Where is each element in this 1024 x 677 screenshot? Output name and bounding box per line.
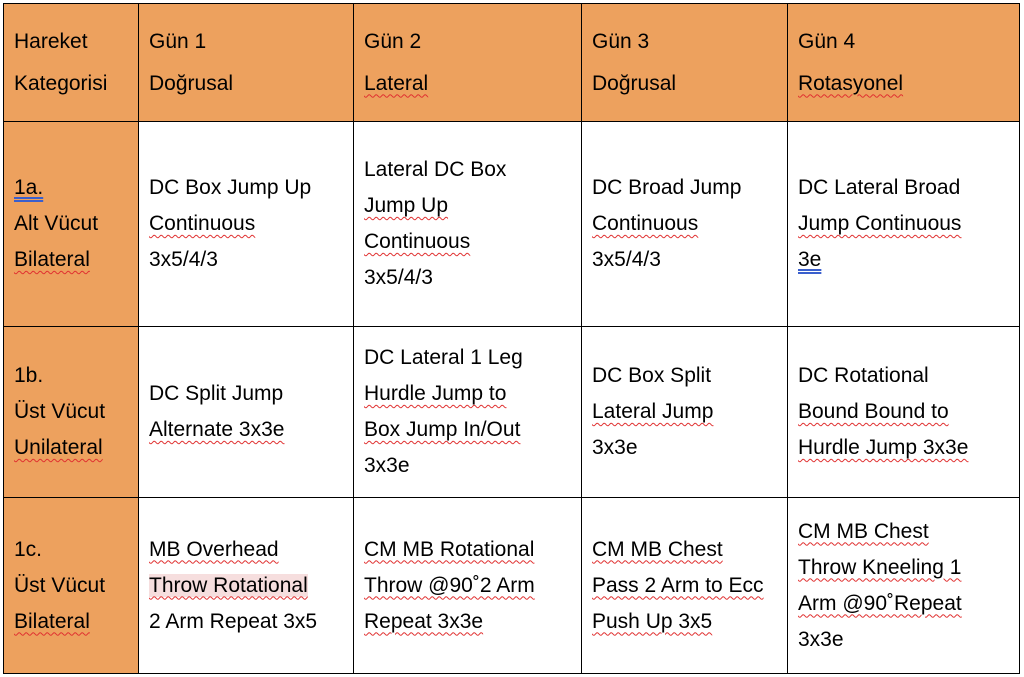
exercise-line: Bound Bound to [798, 400, 949, 423]
exercise-cell [582, 122, 788, 327]
exercise-line: 3x5/4/3 [364, 266, 433, 289]
row-label-line2: Unilateral [14, 436, 103, 459]
header-day-2-type: Lateral [364, 71, 429, 95]
exercise-line: Pass 2 Arm to Ecc [592, 573, 764, 597]
exercise-line: 2 Arm Repeat 3x5 [149, 609, 318, 633]
header-day-4-type: Rotasyonel [798, 71, 904, 95]
exercise-line: CM MB Rotational [364, 537, 535, 561]
exercise-cell [788, 122, 1020, 327]
exercise-line: CM MB Chest [798, 519, 929, 543]
row-label-line1: Alt Vücut [14, 212, 99, 235]
table-row [4, 498, 1020, 674]
exercise-cell [582, 498, 788, 674]
exercise-line: Push Up 3x5 [592, 609, 713, 633]
header-category-line2: Kategorisi [14, 71, 108, 95]
exercise-cell [582, 327, 788, 498]
exercise-line: Throw Rotational [149, 573, 308, 597]
header-day-3-type: Doğrusal [592, 71, 677, 95]
header-day-3-label: Gün 3 [592, 29, 650, 53]
exercise-line: DC Broad Jump [592, 176, 742, 199]
exercise-line: Box Jump In/Out [364, 418, 521, 441]
exercise-cell [788, 327, 1020, 498]
exercise-line: MB Overhead [149, 537, 279, 561]
row-label-line1: Üst Vücut [14, 573, 106, 597]
row-code: 1b. [14, 364, 44, 387]
header-day-3 [582, 4, 788, 122]
exercise-cell [354, 122, 582, 327]
table-row [4, 327, 1020, 498]
row-category [4, 122, 139, 327]
header-day-2-label: Gün 2 [364, 29, 422, 53]
exercise-line: DC Split Jump [149, 382, 284, 405]
exercise-line: 3x5/4/3 [592, 248, 661, 271]
exercise-line: Continuous [149, 212, 256, 235]
workout-table [3, 3, 1020, 674]
exercise-line: DC Lateral Broad [798, 176, 961, 199]
exercise-line: 3x3e [798, 627, 844, 651]
exercise-line: DC Rotational [798, 364, 929, 387]
header-day-1 [139, 4, 354, 122]
header-day-2 [354, 4, 582, 122]
row-code: 1a. [14, 176, 44, 199]
exercise-line: 3e [798, 248, 822, 271]
row-label-line2: Bilateral [14, 609, 90, 633]
exercise-line: Arm @90˚Repeat [798, 591, 962, 615]
header-row [4, 4, 1020, 122]
exercise-line: Throw Kneeling 1 [798, 555, 962, 579]
exercise-line: Repeat 3x3e [364, 609, 484, 633]
exercise-cell [139, 498, 354, 674]
exercise-line: Hurdle Jump 3x3e [798, 436, 969, 459]
exercise-cell [139, 122, 354, 327]
header-day-4-label: Gün 4 [798, 29, 856, 53]
exercise-line: Jump Up [364, 194, 449, 217]
exercise-cell [139, 327, 354, 498]
row-label-line2: Bilateral [14, 248, 90, 271]
header-day-1-label: Gün 1 [149, 29, 207, 53]
header-day-4 [788, 4, 1020, 122]
exercise-line: Jump Continuous [798, 212, 962, 235]
exercise-line: DC Box Split [592, 364, 712, 387]
header-category-line1: Hareket [14, 29, 88, 53]
exercise-line: Alternate 3x3e [149, 418, 285, 441]
exercise-line: Throw @90˚2 Arm [364, 573, 535, 597]
exercise-cell [788, 498, 1020, 674]
exercise-line: Lateral Jump [592, 400, 714, 423]
exercise-cell [354, 498, 582, 674]
row-category [4, 498, 139, 674]
exercise-line: CM MB Chest [592, 537, 723, 561]
header-category [4, 4, 139, 122]
header-day-1-type: Doğrusal [149, 71, 234, 95]
exercise-cell [354, 327, 582, 498]
row-label-line1: Üst Vücut [14, 400, 106, 423]
exercise-line: 3x3e [592, 436, 638, 459]
exercise-line: Lateral DC Box [364, 158, 507, 181]
exercise-line: Hurdle Jump to [364, 382, 507, 405]
row-category [4, 327, 139, 498]
exercise-line: Continuous [364, 230, 471, 253]
exercise-line: 3x3e [364, 454, 410, 477]
row-code: 1c. [14, 537, 43, 561]
exercise-line: 3x5/4/3 [149, 248, 218, 271]
exercise-line: DC Lateral 1 Leg [364, 346, 523, 369]
table-row [4, 122, 1020, 327]
exercise-line: DC Box Jump Up [149, 176, 312, 199]
exercise-line: Continuous [592, 212, 699, 235]
